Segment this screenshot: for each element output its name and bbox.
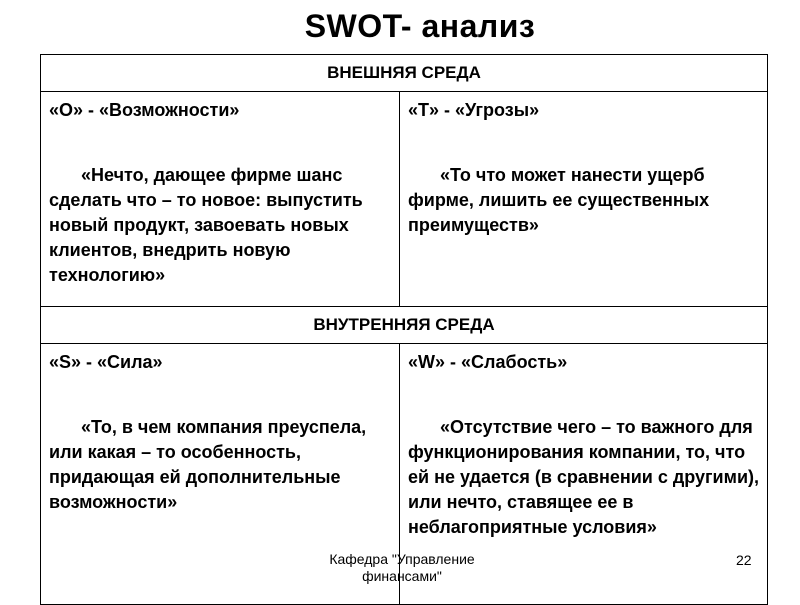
threats-heading: «Т» - «Угрозы» bbox=[408, 100, 540, 120]
external-environment-header: ВНЕШНЯЯ СРЕДА bbox=[41, 55, 768, 92]
weaknesses-text: «Отсутствие чего – то важного для функционирования компании, то, что ей не удается (в сравнении с другими), или нечто, ставящее ее в неблагоприятные условия» bbox=[408, 417, 759, 537]
strengths-heading: «S» - «Сила» bbox=[49, 352, 163, 372]
footer-department: Кафедра "Управление финансами" bbox=[329, 551, 475, 584]
opportunities-cell bbox=[41, 92, 400, 307]
threats-cell bbox=[400, 92, 768, 307]
opportunities-text: «Нечто, дающее фирме шанс сделать что – то новое: выпустить новый продукт, завоевать новых клиентов, внедрить новую технологию» bbox=[49, 165, 363, 285]
internal-environment-header: ВНУТРЕННЯЯ СРЕДА bbox=[41, 307, 768, 344]
page-number: 22 bbox=[736, 552, 752, 568]
weaknesses-heading: «W» - «Слабость» bbox=[408, 352, 568, 372]
strengths-text: «То, в чем компания преуспела, или какая – то особенность, придающая ей дополнительные возможности» bbox=[49, 417, 367, 512]
slide-title: SWOT- анализ bbox=[304, 8, 536, 44]
threats-text: «То что может нанести ущерб фирме, лишить ее существенных преимуществ» bbox=[408, 165, 710, 235]
opportunities-heading: «О» - «Возможности» bbox=[49, 100, 240, 120]
swot-table bbox=[40, 54, 768, 605]
